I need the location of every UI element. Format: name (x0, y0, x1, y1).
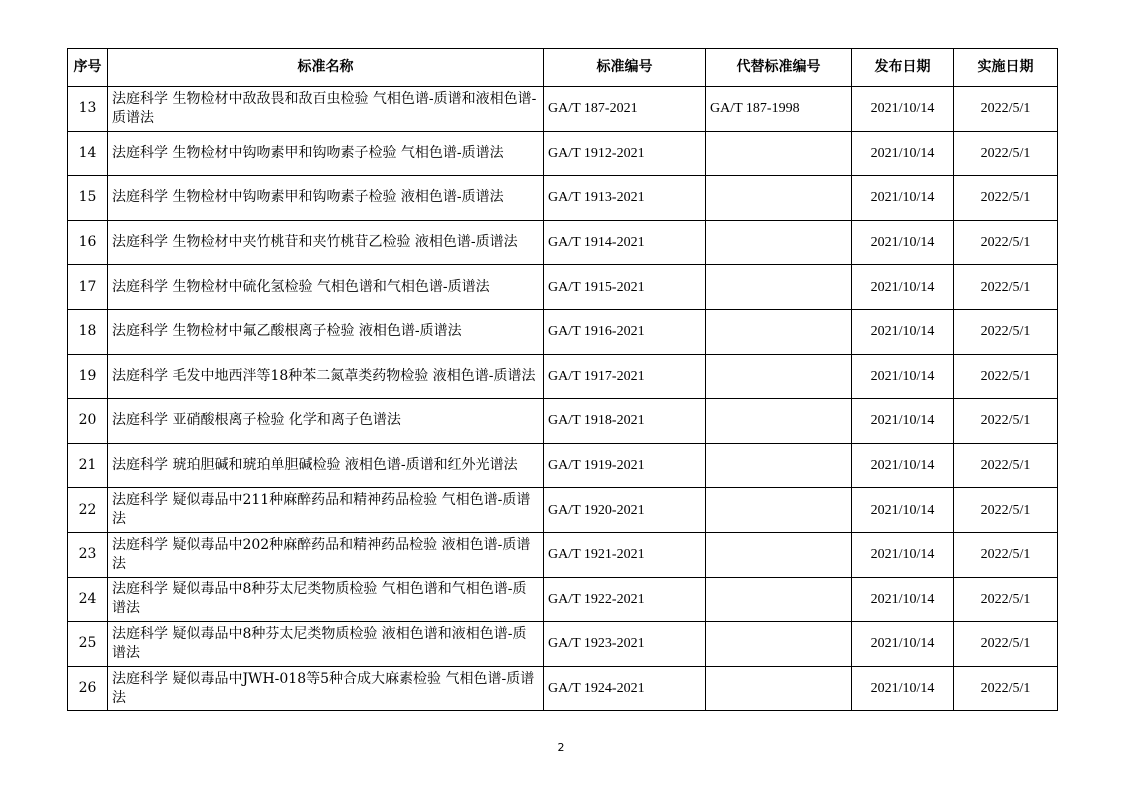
standard-code: GA/T 1914-2021 (544, 220, 706, 265)
header-code: 标准编号 (544, 49, 706, 87)
standard-name: 法庭科学 亚硝酸根离子检验 化学和离子色谱法 (108, 399, 544, 444)
publish-date: 2021/10/14 (852, 666, 954, 711)
replaced-standard-code (706, 622, 852, 667)
standard-code: GA/T 1918-2021 (544, 399, 706, 444)
table-row (68, 532, 1058, 577)
standard-code: GA/T 187-2021 (544, 87, 706, 132)
standard-name: 法庭科学 毛发中地西泮等18种苯二氮䓬类药物检验 液相色谱-质谱法 (108, 354, 544, 399)
standard-code: GA/T 1923-2021 (544, 622, 706, 667)
effective-date: 2022/5/1 (954, 443, 1058, 488)
standard-name: 法庭科学 生物检材中氟乙酸根离子检验 液相色谱-质谱法 (108, 309, 544, 354)
standard-name: 法庭科学 生物检材中夹竹桃苷和夹竹桃苷乙检验 液相色谱-质谱法 (108, 220, 544, 265)
publish-date: 2021/10/14 (852, 309, 954, 354)
header-effective: 实施日期 (954, 49, 1058, 87)
effective-date: 2022/5/1 (954, 399, 1058, 444)
standard-code: GA/T 1919-2021 (544, 443, 706, 488)
publish-date: 2021/10/14 (852, 577, 954, 622)
row-number: 18 (68, 309, 108, 354)
publish-date: 2021/10/14 (852, 220, 954, 265)
row-number: 16 (68, 220, 108, 265)
replaced-standard-code: GA/T 187-1998 (706, 87, 852, 132)
standard-name: 法庭科学 疑似毒品中8种芬太尼类物质检验 液相色谱和液相色谱-质谱法 (108, 622, 544, 667)
table-row (68, 87, 1058, 132)
standard-name: 法庭科学 疑似毒品中8种芬太尼类物质检验 气相色谱和气相色谱-质谱法 (108, 577, 544, 622)
standard-code: GA/T 1913-2021 (544, 176, 706, 221)
effective-date: 2022/5/1 (954, 131, 1058, 176)
table-row (68, 309, 1058, 354)
effective-date: 2022/5/1 (954, 622, 1058, 667)
replaced-standard-code (706, 176, 852, 221)
standard-name: 法庭科学 生物检材中钩吻素甲和钩吻素子检验 气相色谱-质谱法 (108, 131, 544, 176)
table-row (68, 488, 1058, 533)
replaced-standard-code (706, 532, 852, 577)
standard-code: GA/T 1924-2021 (544, 666, 706, 711)
header-replaces: 代替标准编号 (706, 49, 852, 87)
publish-date: 2021/10/14 (852, 354, 954, 399)
replaced-standard-code (706, 220, 852, 265)
replaced-standard-code (706, 265, 852, 310)
row-number: 13 (68, 87, 108, 132)
replaced-standard-code (706, 577, 852, 622)
publish-date: 2021/10/14 (852, 176, 954, 221)
effective-date: 2022/5/1 (954, 87, 1058, 132)
replaced-standard-code (706, 666, 852, 711)
table-row (68, 666, 1058, 711)
replaced-standard-code (706, 309, 852, 354)
publish-date: 2021/10/14 (852, 87, 954, 132)
publish-date: 2021/10/14 (852, 532, 954, 577)
table-row (68, 622, 1058, 667)
header-no: 序号 (68, 49, 108, 87)
table-row (68, 265, 1058, 310)
row-number: 14 (68, 131, 108, 176)
standard-name: 法庭科学 疑似毒品中JWH-018等5种合成大麻素检验 气相色谱-质谱法 (108, 666, 544, 711)
publish-date: 2021/10/14 (852, 399, 954, 444)
standards-table (67, 48, 1058, 711)
replaced-standard-code (706, 443, 852, 488)
row-number: 25 (68, 622, 108, 667)
standard-name: 法庭科学 生物检材中硫化氢检验 气相色谱和气相色谱-质谱法 (108, 265, 544, 310)
standard-code: GA/T 1921-2021 (544, 532, 706, 577)
publish-date: 2021/10/14 (852, 622, 954, 667)
page-number: 2 (557, 741, 565, 754)
effective-date: 2022/5/1 (954, 265, 1058, 310)
header-row (68, 49, 1058, 87)
standard-name: 法庭科学 琥珀胆碱和琥珀单胆碱检验 液相色谱-质谱和红外光谱法 (108, 443, 544, 488)
effective-date: 2022/5/1 (954, 220, 1058, 265)
standard-name: 法庭科学 疑似毒品中202种麻醉药品和精神药品检验 液相色谱-质谱法 (108, 532, 544, 577)
row-number: 21 (68, 443, 108, 488)
header-published: 发布日期 (852, 49, 954, 87)
replaced-standard-code (706, 131, 852, 176)
row-number: 15 (68, 176, 108, 221)
effective-date: 2022/5/1 (954, 176, 1058, 221)
table-row (68, 399, 1058, 444)
table-row (68, 220, 1058, 265)
standard-code: GA/T 1917-2021 (544, 354, 706, 399)
publish-date: 2021/10/14 (852, 131, 954, 176)
table-row (68, 443, 1058, 488)
table-row (68, 131, 1058, 176)
replaced-standard-code (706, 399, 852, 444)
row-number: 23 (68, 532, 108, 577)
publish-date: 2021/10/14 (852, 488, 954, 533)
effective-date: 2022/5/1 (954, 309, 1058, 354)
effective-date: 2022/5/1 (954, 488, 1058, 533)
effective-date: 2022/5/1 (954, 577, 1058, 622)
standard-code: GA/T 1916-2021 (544, 309, 706, 354)
standard-name: 法庭科学 生物检材中敌敌畏和敌百虫检验 气相色谱-质谱和液相色谱-质谱法 (108, 87, 544, 132)
standard-code: GA/T 1922-2021 (544, 577, 706, 622)
table-row (68, 354, 1058, 399)
row-number: 20 (68, 399, 108, 444)
standard-code: GA/T 1912-2021 (544, 131, 706, 176)
row-number: 17 (68, 265, 108, 310)
standard-name: 法庭科学 疑似毒品中211种麻醉药品和精神药品检验 气相色谱-质谱法 (108, 488, 544, 533)
table-row (68, 577, 1058, 622)
publish-date: 2021/10/14 (852, 265, 954, 310)
publish-date: 2021/10/14 (852, 443, 954, 488)
standard-code: GA/T 1920-2021 (544, 488, 706, 533)
replaced-standard-code (706, 488, 852, 533)
row-number: 26 (68, 666, 108, 711)
standard-code: GA/T 1915-2021 (544, 265, 706, 310)
table-row (68, 176, 1058, 221)
effective-date: 2022/5/1 (954, 666, 1058, 711)
standard-name: 法庭科学 生物检材中钩吻素甲和钩吻素子检验 液相色谱-质谱法 (108, 176, 544, 221)
row-number: 24 (68, 577, 108, 622)
effective-date: 2022/5/1 (954, 532, 1058, 577)
effective-date: 2022/5/1 (954, 354, 1058, 399)
row-number: 22 (68, 488, 108, 533)
row-number: 19 (68, 354, 108, 399)
replaced-standard-code (706, 354, 852, 399)
header-name: 标准名称 (108, 49, 544, 87)
